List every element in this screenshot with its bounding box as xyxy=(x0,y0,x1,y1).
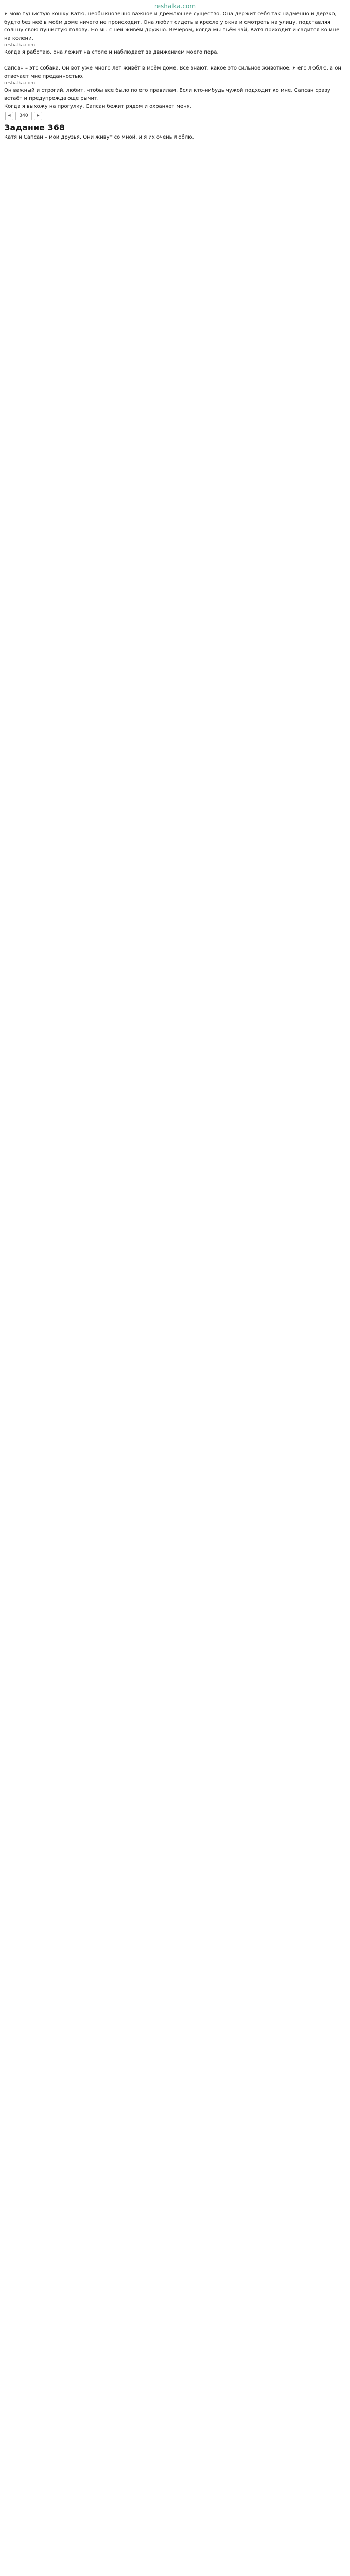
watermark-text: reshalka.com xyxy=(4,43,36,48)
watermark xyxy=(4,81,346,86)
paragraph: Сапсан – это собака. Он вот уже много лет живёт в моём доме. Все знают, какое это сильное животное. Я его люблю, а он отвечает мне преданностью. xyxy=(4,65,341,79)
prev-arrow-icon[interactable]: ◂ xyxy=(5,112,13,120)
site-header[interactable]: reshalka.com xyxy=(154,3,196,10)
exercise-nav xyxy=(5,112,346,120)
paragraph: Когда я выхожу на прогулку, Сапсан бежит рядом и охраняет меня. xyxy=(4,104,191,110)
watermark xyxy=(4,43,346,48)
next-arrow-icon[interactable]: ▸ xyxy=(34,112,42,120)
paragraph: Он важный и строгий, любит, чтобы все было по его правилам. Если кто‑нибудь чужой подходит ко мне, Сапсан сразу встаёт и предупреждающе рычит. xyxy=(4,88,330,101)
bottom-text xyxy=(4,133,346,142)
top-text xyxy=(4,10,346,111)
watermark-text: reshalka.com xyxy=(4,81,36,87)
paragraph: Катя и Сапсан – мои друзья. Они живут со мной, и я их очень люблю. xyxy=(4,134,194,140)
page-input[interactable]: 340 xyxy=(15,112,32,120)
paragraph: Я мою пушистую кошку Катю, необыкновенно важное и дремлющее существо. Она держит себя так надменно и дерзко, будто без неё в моём доме ничего не происходит. Она любит сидеть в кресле у окна и смотреть на улицу, подставляя солнцу свою пушистую голову. Но мы с ней живём дружно. Вечером, когда мы пьём чай, Катя приходит и садится ко мне на колени. xyxy=(4,11,340,41)
exercise-title: Задание 368 xyxy=(4,122,65,132)
paragraph: Когда я работаю, она лежит на столе и наблюдает за движением моего пера. xyxy=(4,49,219,56)
